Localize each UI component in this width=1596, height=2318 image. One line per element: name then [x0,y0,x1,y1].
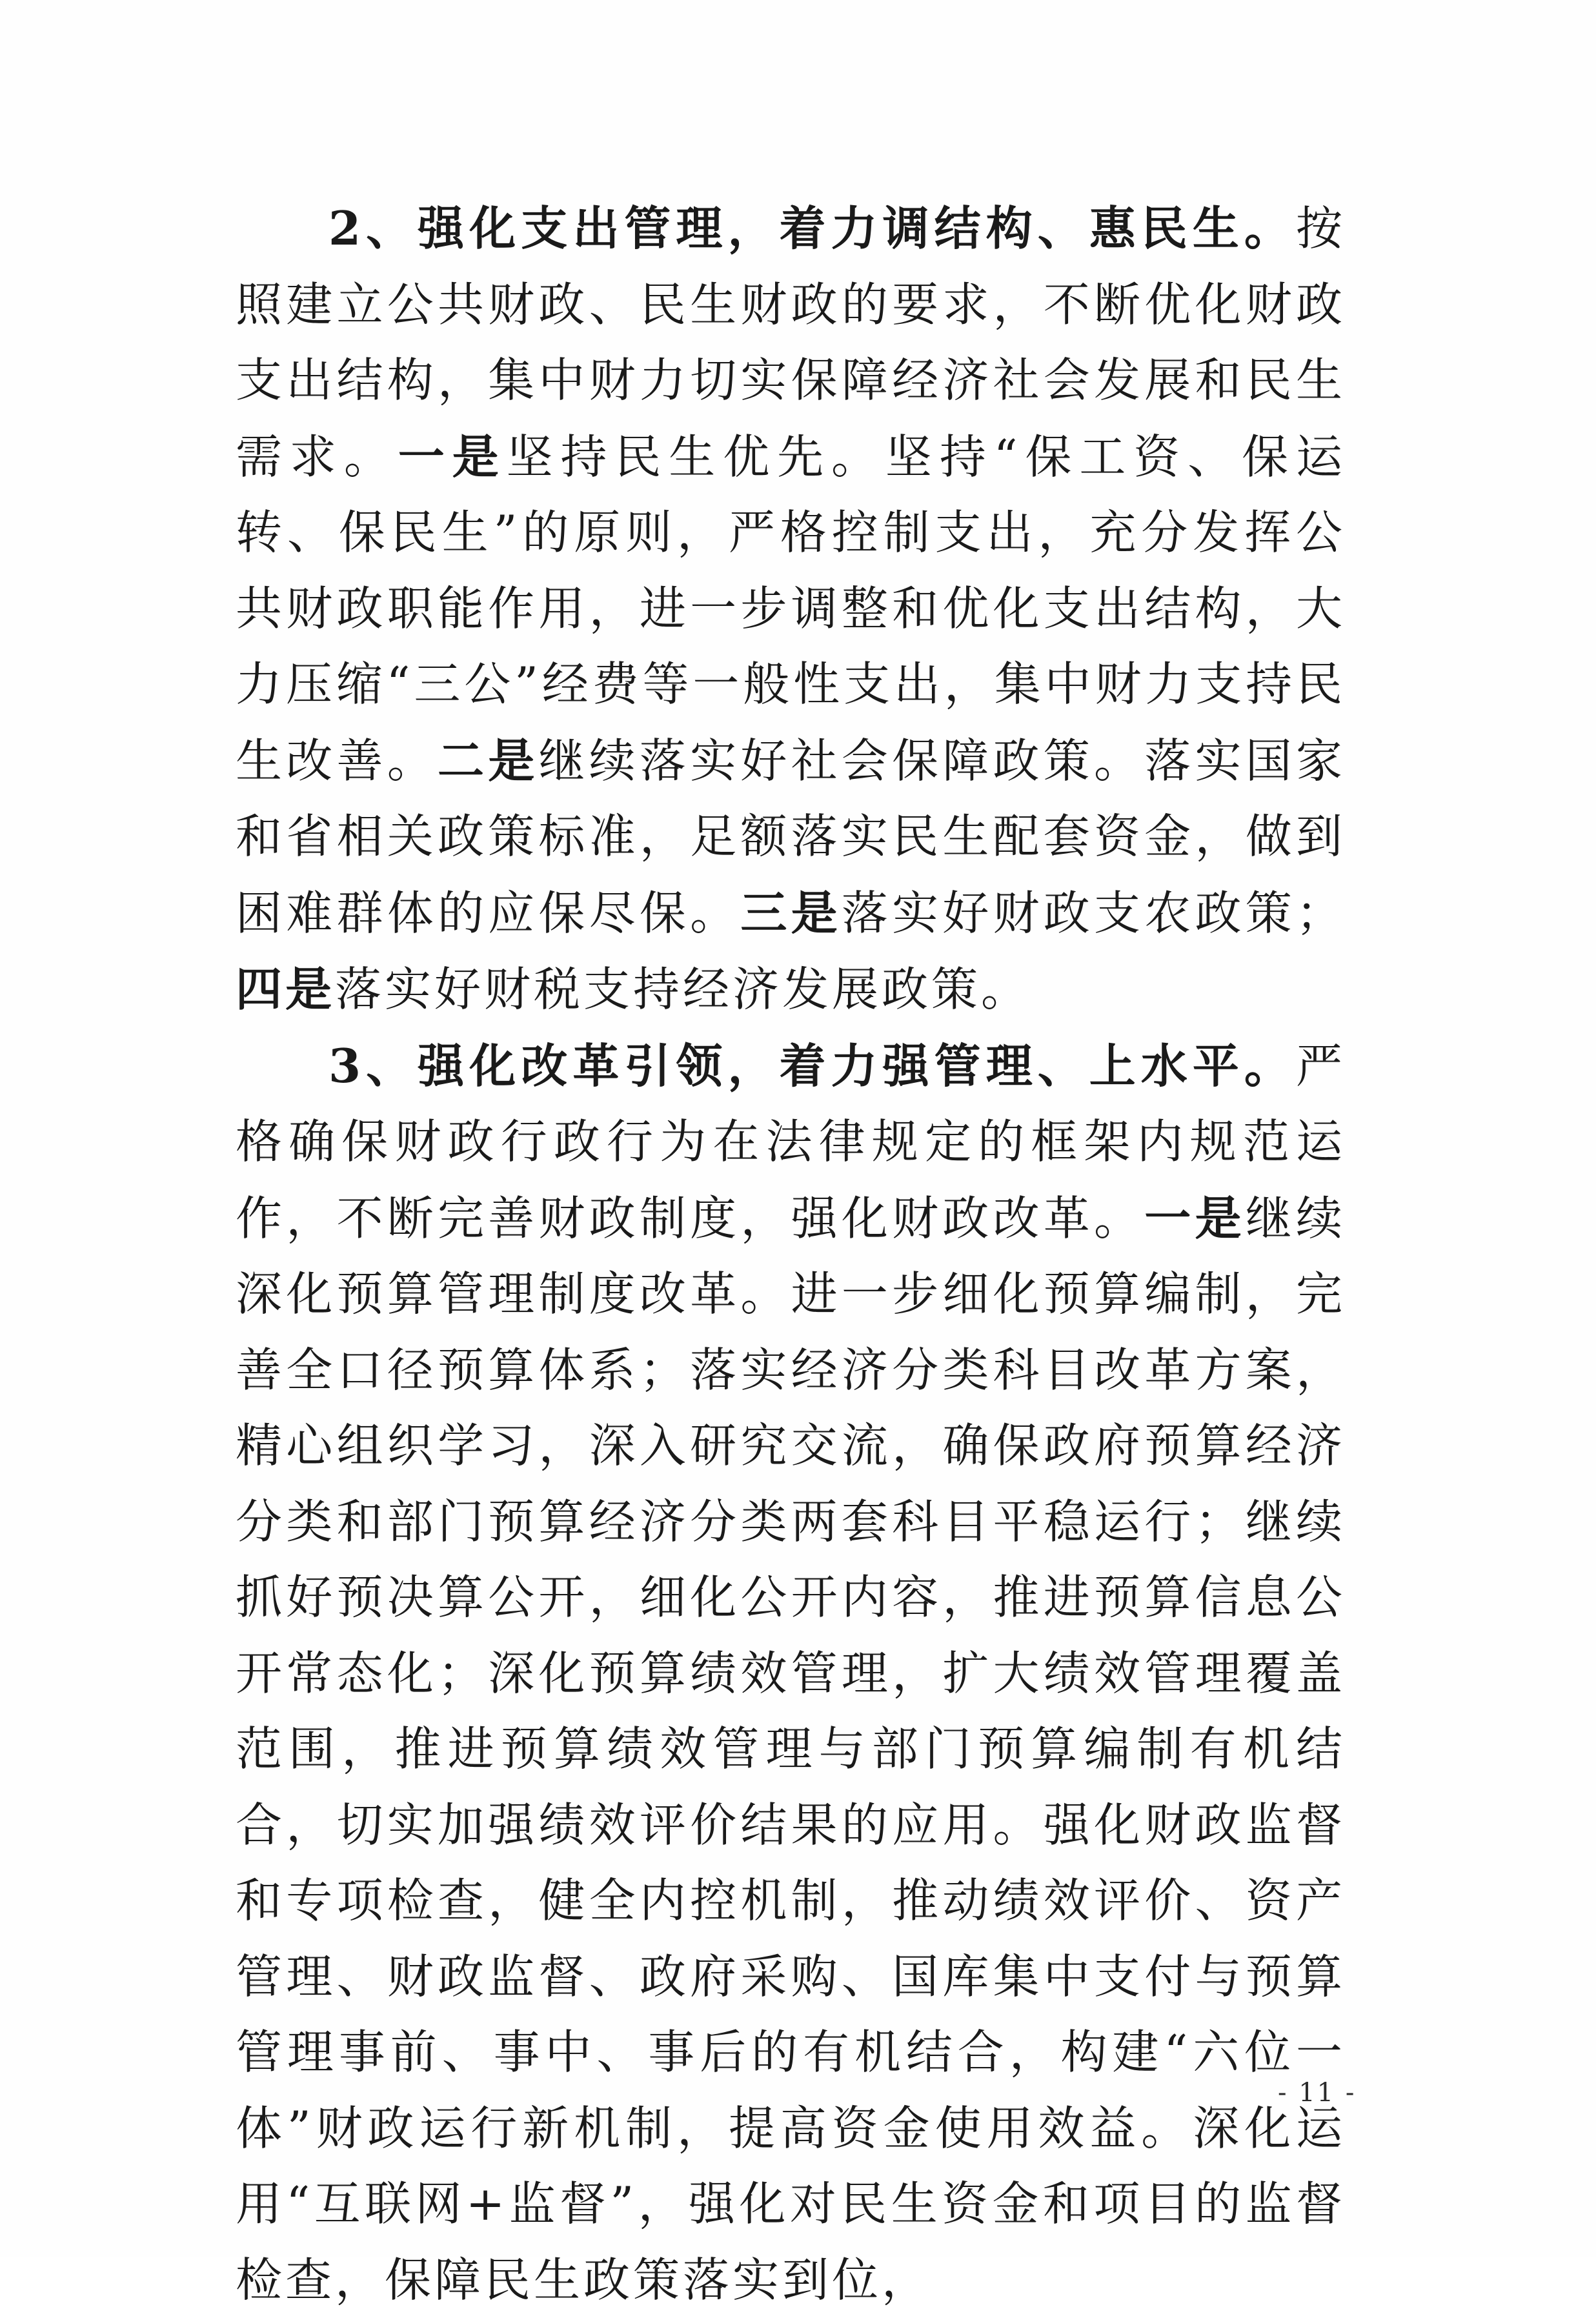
paragraph-text: 坚持民生优先。坚持“保工资、保运转、保民生”的原则，严格控制支出，充分发挥公共财政职能作用，进一步调整和优化支出结构，大力压缩“三公”经费等一般性支出，集中财力支持民生改善。 [236,430,1346,788]
paragraph-text: 严格确保财政行政行为在法律规定的框架内规范运作，不断完善财政制度，强化财政改革。 [236,1039,1346,1245]
page-number: - 11 - [1278,2078,1356,2108]
ordinal-marker: 一是 [398,429,507,484]
paragraph-text: 落实好财政支农政策； [842,886,1346,940]
document-body [236,190,1346,2318]
heading-expenditure-management: 2、强化支出管理，着力调结构、惠民生。 [328,201,1296,256]
paragraph-reform-leadership [236,1028,1346,2318]
ordinal-marker: 一是 [1144,1191,1245,1245]
ordinal-marker: 三是 [740,885,841,940]
paragraph-text: 继续落实好社会保障政策。落实国家和省相关政策标准，足额落实民生配套资金，做到困难群体的应保尽保。 [236,734,1346,940]
paragraph-text: 按照建立公共财政、民生财政的要求，不断优化财政支出结构，集中财力切实保障经济社会发展和民生需求。 [236,201,1346,484]
paragraph-text: 落实好财税支持经济发展政策。 [335,962,1031,1016]
ordinal-marker: 四是 [236,962,335,1016]
paragraph-text: 继续深化预算管理制度改革。进一步细化预算编制，完善全口径预算体系；落实经济分类科目改革方案，精心组织学习，深入研究交流，确保政府预算经济分类和部门预算经济分类两套科目平稳运行；继续抓好预决算公开，细化公开内容，推进预算信息公开常态化；深化预算绩效管理，扩大绩效管理覆盖范围，推进预算绩效管理与部门预算编制有机结合，切实加强绩效评价结果的应用。强化财政监督和专项检查，健全内控机制，推动绩效评价、资产管理、财政监督、政府采购、国库集中支付与预算管理事前、事中、事后的有机结合，构建“六位一体”财政运行新机制，提高资金使用效益。深化运用“互联网+监督”，强化对民生资金和项目的监督检查，保障民生政策落实到位， [236,1191,1346,2307]
paragraph-expenditure-management [236,190,1346,1028]
heading-reform-leadership: 3、强化改革引领，着力强管理、上水平。 [328,1038,1296,1093]
ordinal-marker: 二是 [438,733,538,788]
